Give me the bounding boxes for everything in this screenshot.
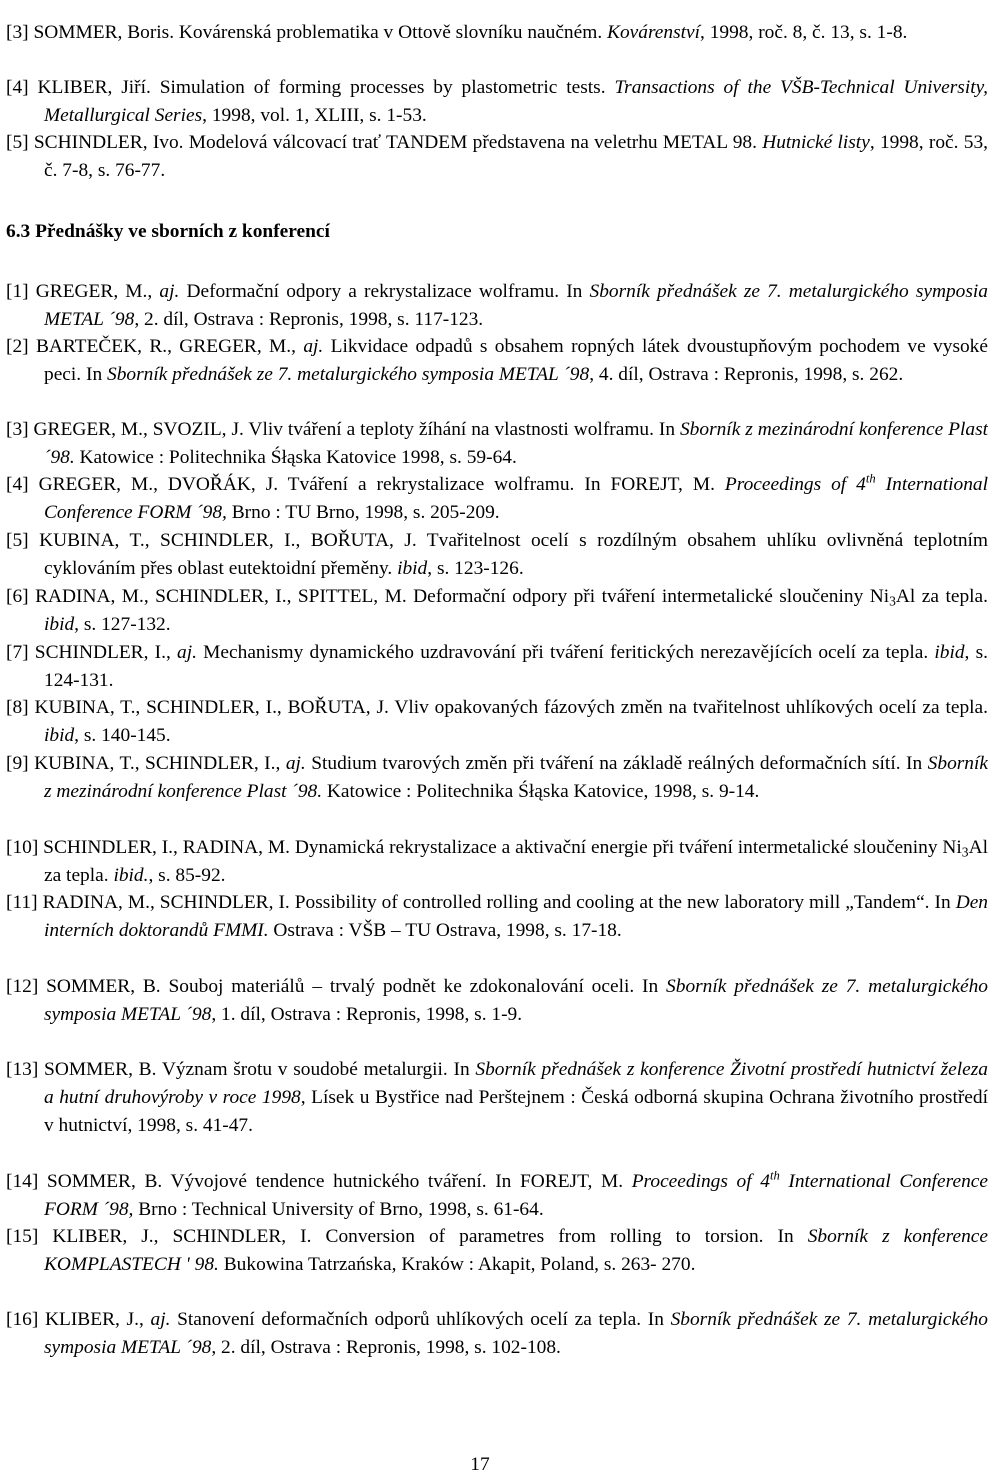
reference-entry: [12] SOMMER, B. Souboj materiálů – trvalý podnět ke zdokonalování oceli. In Sborník přednášek ze 7. metalurgického symposia METAL ´98, 1. díl, Ostrava : Repronis, 1998, s. 1-9. xyxy=(6,976,988,1026)
reference-entry: [3] GREGER, M., SVOZIL, J. Vliv tváření a teploty žíhání na vlastnosti wolframu. In Sborník z mezinárodní konference Plast ´98. Katowice : Politechnika Śłąska Katovice 1998, s. 59-64. xyxy=(6,419,988,469)
reference-entry: [2] BARTEČEK, R., GREGER, M., aj. Likvidace odpadů s obsahem ropných látek dvoustupňovým pochodem ve vysoké peci. In Sborník přednášek ze 7. metalurgického symposia METAL ´98, 4. díl, Ostrava : Repronis, 1998, s. 262. xyxy=(6,336,988,386)
page-number: 17 xyxy=(470,1454,490,1475)
reference-entry: [5] KUBINA, T., SCHINDLER, I., BOŘUTA, J. Tvařitelnost ocelí s rozdílným obsahem uhlíku ovlivněná teplotním cyklováním přes oblast eutektoidní přeměny. ibid, s. 123-126. xyxy=(6,530,988,580)
reference-entry: [11] RADINA, M., SCHINDLER, I. Possibility of controlled rolling and cooling at the new laboratory mill „Tandem“. In Den interních doktorandů FMMI. Ostrava : VŠB – TU Ostrava, 1998, s. 17-18. xyxy=(6,892,988,942)
reference-entry: [8] KUBINA, T., SCHINDLER, I., BOŘUTA, J. Vliv opakovaných fázových změn na tvařitelnost uhlíkových ocelí za tepla. ibid, s. 140-145. xyxy=(6,697,988,747)
section-heading: 6.3 Přednášky ve sborních z konferencí xyxy=(6,221,330,242)
reference-entry: [4] KLIBER, Jiří. Simulation of forming processes by plastometric tests. Transactions of the VŠB-Technical University, Metallurgical Series, 1998, vol. 1, XLIII, s. 1-53. xyxy=(6,77,988,127)
reference-entry: [5] SCHINDLER, Ivo. Modelová válcovací trať TANDEM představena na veletrhu METAL 98. Hutnické listy, 1998, roč. 53, č. 7-8, s. 76-77. xyxy=(6,132,988,182)
reference-entry: [10] SCHINDLER, I., RADINA, M. Dynamická rekrystalizace a aktivační energie při tváření intermetalické sloučeniny $Ni_3Al$ za tepla. ibid., s. 85-92. xyxy=(6,837,988,887)
reference-entry: [15] KLIBER, J., SCHINDLER, I. Conversion of parametres from rolling to torsion. In Sborník z konference KOMPLASTECH ' 98. Bukowina Tatrzańska, Kraków : Akapit, Poland, s. 263- 270. xyxy=(6,1226,988,1276)
reference-entry: [13] SOMMER, B. Význam šrotu v soudobé metalurgii. In Sborník přednášek z konference Životní prostředí hutnictví železa a hutní druhovýroby v roce 1998, Lísek u Bystřice nad Perštejnem : Česká odborná skupina Ochrana životního prostředí v hutnictví, 1998, s. 41-47. xyxy=(6,1059,988,1136)
reference-entry: [16] KLIBER, J., aj. Stanovení deformačních odporů uhlíkových ocelí za tepla. In Sborník přednášek ze 7. metalurgického symposia METAL ´98, 2. díl, Ostrava : Repronis, 1998, s. 102-108. xyxy=(6,1309,988,1359)
reference-entry: [4] GREGER, M., DVOŘÁK, J. Tváření a rekrystalizace wolframu. In FOREJT, M. Proceedings of 4th International Conference FORM ´98, Brno : TU Brno, 1998, s. 205-209. xyxy=(6,471,988,524)
reference-entry: [3] SOMMER, Boris. Kovárenská problematika v Ottově slovníku naučném. Kovárenství, 1998, roč. 8, č. 13, s. 1-8. xyxy=(6,22,908,44)
reference-entry: [1] GREGER, M., aj. Deformační odpory a rekrystalizace wolframu. In Sborník přednášek ze 7. metalurgického symposia METAL ´98, 2. díl, Ostrava : Repronis, 1998, s. 117-123. xyxy=(6,281,988,331)
reference-entry: [6] RADINA, M., SCHINDLER, I., SPITTEL, M. Deformační odpory při tváření intermetalické sloučeniny $Ni_3Al$ za tepla. ibid, s. 127-132. xyxy=(6,586,988,636)
reference-entry: [9] KUBINA, T., SCHINDLER, I., aj. Studium tvarových změn při tváření na základě reálných deformačních sítí. In Sborník z mezinárodní konference Plast ´98. Katowice : Politechnika Śłąska Katovice, 1998, s. 9-14. xyxy=(6,753,988,803)
reference-entry: [14] SOMMER, B. Vývojové tendence hutnického tváření. In FOREJT, M. Proceedings of 4th International Conference FORM ´98, Brno : Technical University of Brno, 1998, s. 61-64. xyxy=(6,1168,988,1221)
reference-entry: [7] SCHINDLER, I., aj. Mechanismy dynamického uzdravování při tváření feritických nerezavějících ocelí za tepla. ibid, s. 124-131. xyxy=(6,642,988,692)
